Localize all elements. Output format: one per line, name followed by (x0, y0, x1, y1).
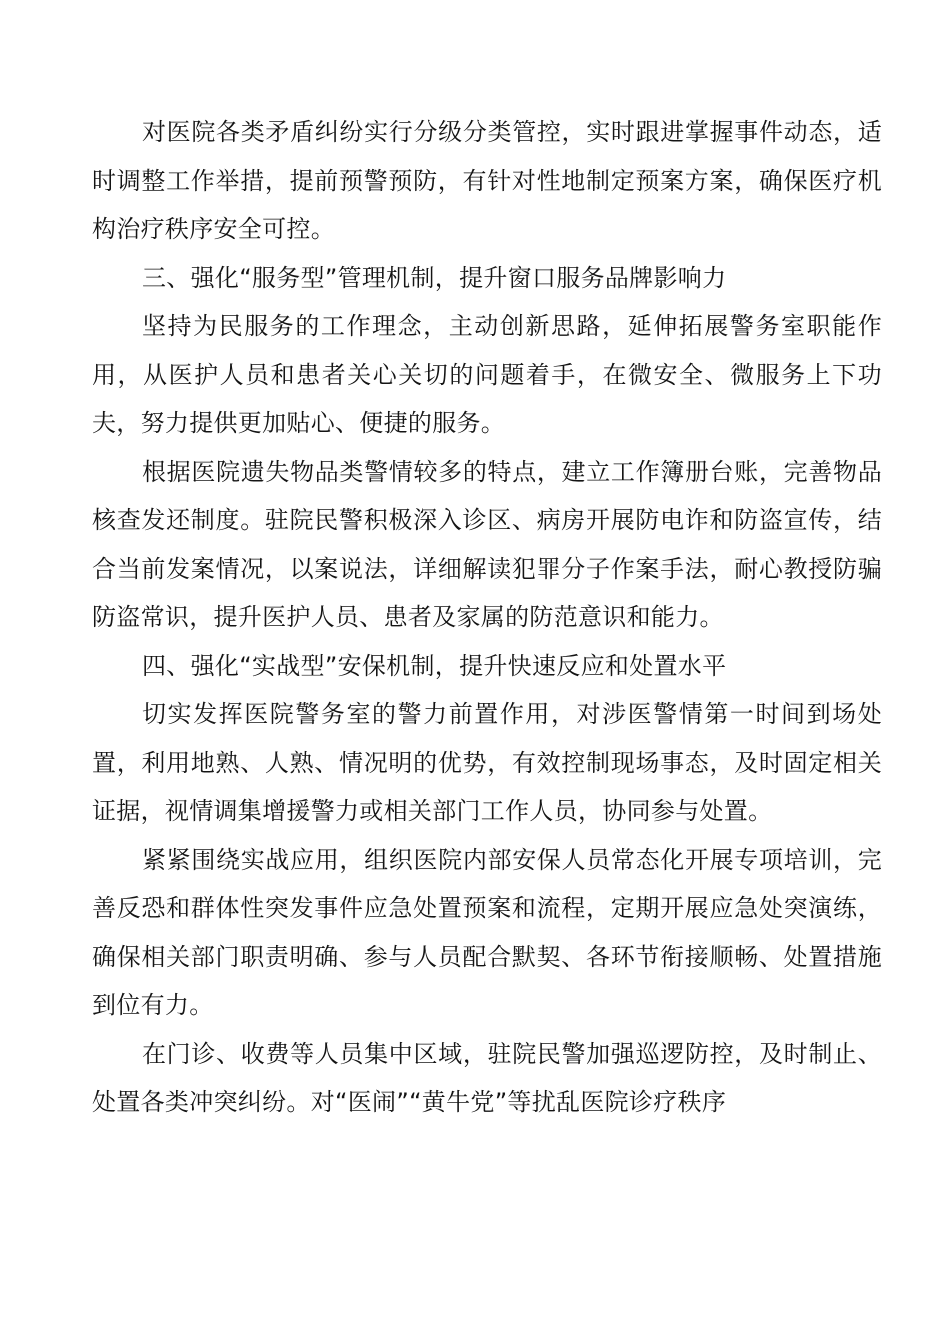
paragraph-5: 紧紧围绕实战应用，组织医院内部安保人员常态化开展专项培训，完善反恐和群体性突发事件应急处置预案和流程，定期开展应急处突演练，确保相关部门职责明确、参与人员配合默契、各环节衔接顺畅、处置措施到位有力。 (92, 845, 882, 1019)
paragraph-3: 根据医院遗失物品类警情较多的特点，建立工作簿册台账，完善物品核查发还制度。驻院民警积极深入诊区、病房开展防电诈和防盗宣传，结合当前发案情况，以案说法，详细解读犯罪分子作案手法，耐心教授防骗防盗常识，提升医护人员、患者及家属的防范意识和能力。 (92, 457, 882, 631)
paragraph-1: 对医院各类矛盾纠纷实行分级分类管控，实时跟进掌握事件动态，适时调整工作举措，提前预警预防，有针对性地制定预案方案，确保医疗机构治疗秩序安全可控。 (92, 118, 882, 243)
document-body (92, 108, 882, 1127)
section-heading-3: 三、强化“服务型”管理机制，提升窗口服务品牌影响力 (142, 263, 727, 292)
section-heading-4: 四、强化“实战型”安保机制，提升快速反应和处置水平 (142, 651, 727, 680)
paragraph-4: 切实发挥医院警务室的警力前置作用，对涉医警情第一时间到场处置，利用地熟、人熟、情况明的优势，有效控制现场事态，及时固定相关证据，视情调集增援警力或相关部门工作人员，协同参与处置。 (92, 700, 882, 825)
paragraph-6: 在门诊、收费等人员集中区域，驻院民警加强巡逻防控，及时制止、处置各类冲突纠纷。对“医闹”“黄牛党”等扰乱医院诊疗秩序 (92, 1039, 882, 1116)
paragraph-2: 坚持为民服务的工作理念，主动创新思路，延伸拓展警务室职能作用，从医护人员和患者关心关切的问题着手，在微安全、微服务上下功夫，努力提供更加贴心、便捷的服务。 (92, 312, 882, 437)
